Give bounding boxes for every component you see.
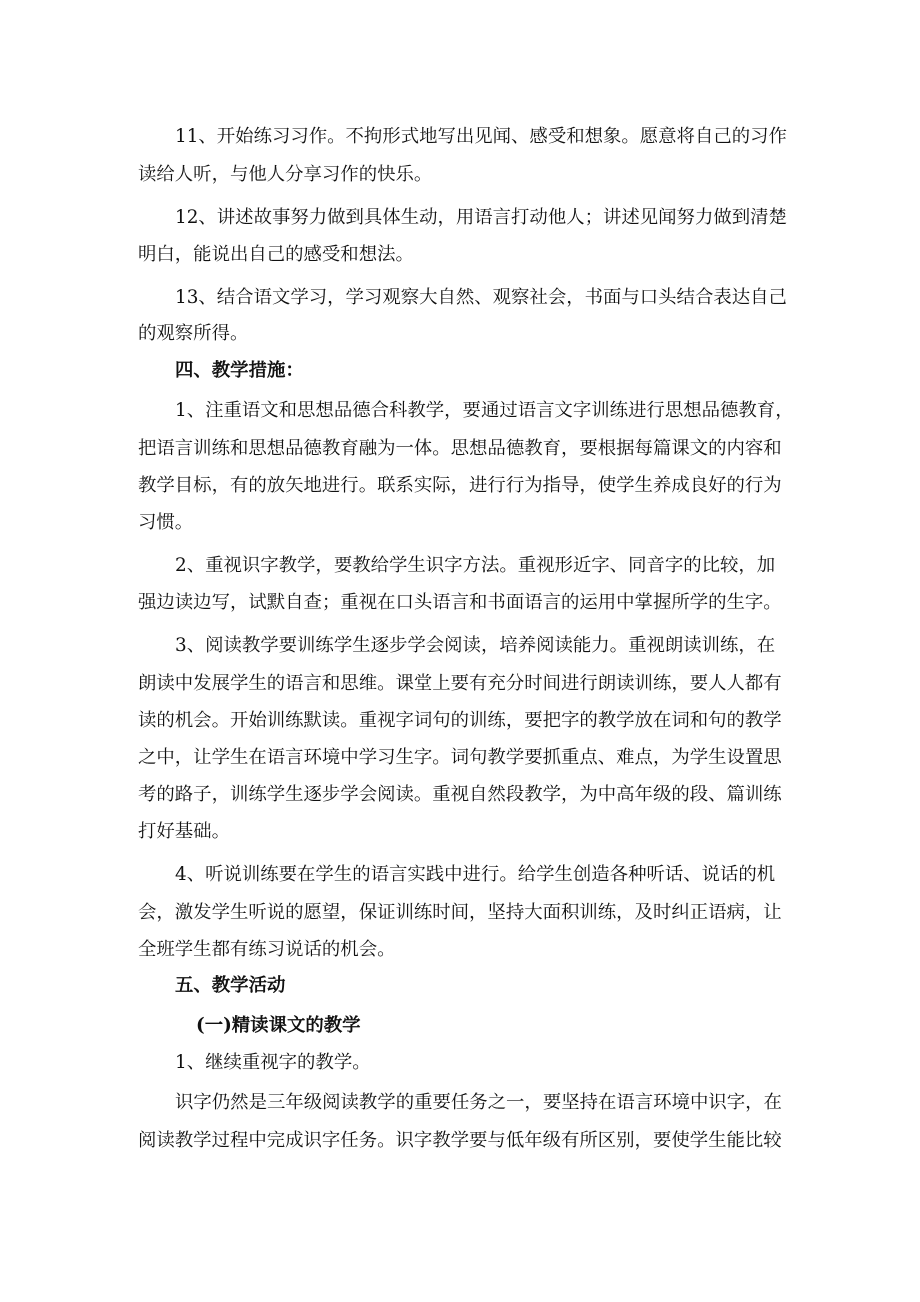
text-line: 习惯。 (138, 512, 194, 533)
text-line: 朗读中发展学生的语言和思维。课堂上要有充分时间进行朗读训练，要人人都有 (138, 673, 782, 694)
text-line: 强边读边写，试默自查；重视在口头语言和书面语言的运用中掌握所学的生字。 (138, 592, 782, 613)
text-line: 教学目标，有的放矢地进行。联系实际，进行行为指导，使学生养成良好的行为 (138, 475, 782, 496)
section-heading: 五、教学活动 (175, 975, 286, 996)
text-line: 1、注重语文和思想品德合科教学，要通过语言文字训练进行思想品德教育， (175, 400, 794, 421)
text-line: 识字仍然是三年级阅读教学的重要任务之一，要坚持在语言环境中识字，在 (175, 1092, 782, 1113)
text-line: 考的路子，训练学生逐步学会阅读。重视自然段教学，为中高年级的段、篇训练 (138, 784, 782, 805)
text-line: 会，激发学生听说的愿望，保证训练时间，坚持大面积训练，及时纠正语病，让 (138, 902, 782, 923)
text-line: 读的机会。开始训练默读。重视字词句的训练，要把字的教学放在词和句的教学 (138, 710, 782, 731)
text-line: 打好基础。 (138, 821, 230, 842)
text-line: 13、结合语文学习，学习观察大自然、观察社会，书面与口头结合表达自己 (175, 287, 787, 308)
text-line: 读给人听，与他人分享习作的快乐。 (138, 164, 433, 185)
text-line: 12、讲述故事努力做到具体生动，用语言打动他人；讲述见闻努力做到清楚 (175, 207, 787, 228)
text-line: 之中，让学生在语言环境中学习生字。词句教学要抓重点、难点，为学生设置思 (138, 747, 782, 768)
text-line: 的观察所得。 (138, 323, 249, 344)
text-line: 阅读教学过程中完成识字任务。识字教学要与低年级有所区别，要使学生能比较 (138, 1130, 782, 1151)
text-line: 11、开始练习习作。不拘形式地写出见闻、感受和想象。愿意将自己的习作 (175, 126, 787, 147)
text-line: 4、听说训练要在学生的语言实践中进行。给学生创造各种听话、说话的机 (175, 864, 776, 885)
text-line: 明白，能说出自己的感受和想法。 (138, 244, 414, 265)
text-line: 全班学生都有练习说话的机会。 (138, 939, 396, 960)
text-line: 1、继续重视字的教学。 (175, 1052, 371, 1073)
text-line: 2、重视识字教学，要教给学生识字方法。重视形近字、同音字的比较，加 (175, 555, 776, 576)
text-line: 3、阅读教学要训练学生逐步学会阅读，培养阅读能力。重视朗读训练，在 (175, 635, 776, 656)
text-line: 把语言训练和思想品德教育融为一体。思想品德教育，要根据每篇课文的内容和 (138, 438, 782, 459)
section-heading: 四、教学措施： (175, 360, 304, 381)
subsection-heading: (一)精读课文的教学 (196, 1015, 361, 1036)
